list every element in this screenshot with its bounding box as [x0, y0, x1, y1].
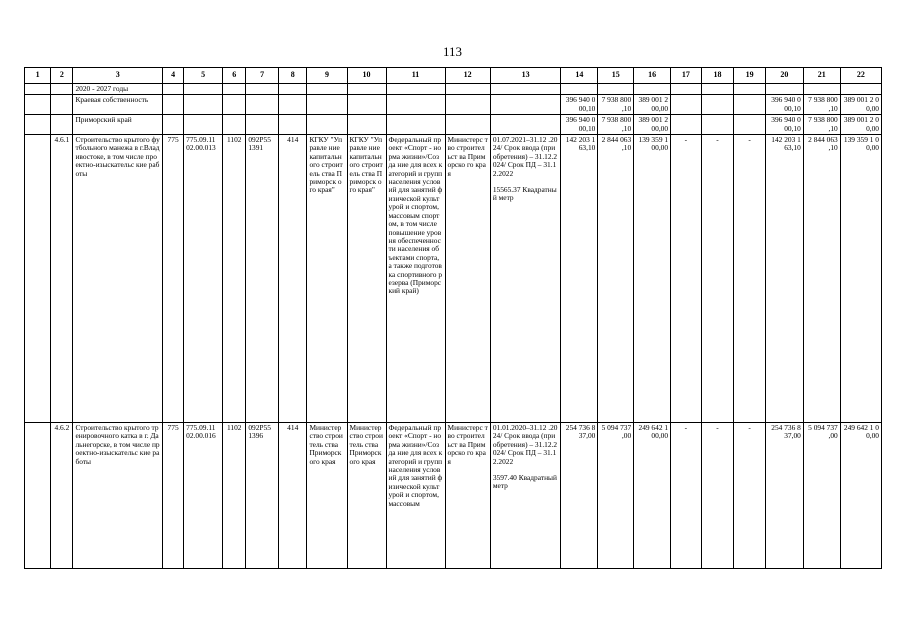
amount-dash: -	[701, 423, 734, 569]
item-number: 4.6.2	[51, 423, 73, 569]
amount-regional-2: 7 938 800 ,10	[803, 95, 840, 115]
amount-federal-2: 389 001 2 00,00	[840, 115, 881, 135]
page-number: 113	[442, 44, 463, 59]
col-number: 8	[279, 68, 307, 84]
item-code-section: 1102	[223, 423, 246, 569]
table-row	[25, 135, 882, 423]
col-number: 6	[223, 68, 246, 84]
item-code-grbs: 775	[163, 135, 184, 423]
item-code-grbs: 775	[163, 423, 184, 569]
col-number: 7	[246, 68, 279, 84]
amount-dash: -	[701, 135, 734, 423]
table-row	[25, 423, 882, 569]
item-code-expense: 414	[279, 135, 307, 423]
item-developer: КГКУ "Управле ние капитальн ого строитель ства Приморск ого края"	[347, 135, 386, 423]
amount-federal: 249 642 1 00,00	[634, 423, 671, 569]
item-code-target: 092Р55 1391	[246, 135, 279, 423]
amount-dash: -	[734, 423, 766, 569]
col-number: 18	[701, 68, 734, 84]
item-title: Строительство крытого тренировочного катка в г. Дальнегорске, в том числе проектно-изыскательс кие работы	[73, 423, 163, 569]
amount-total-2: 396 940 0 00,10	[765, 95, 803, 115]
item-developer: Министер ство строитель ства Приморск ого края	[347, 423, 386, 569]
amount-dash: -	[671, 135, 702, 423]
amount-total: 396 940 0 00,10	[561, 115, 598, 135]
amount-regional-2: 5 094 737 ,00	[803, 423, 840, 569]
amount-federal: 139 359 1 00,00	[634, 135, 671, 423]
primorsky-row	[25, 115, 882, 135]
amount-federal-2: 389 001 2 00,00	[840, 95, 881, 115]
item-capacity: 3597.40 Квадратный метр	[492, 473, 557, 491]
amount-federal: 389 001 2 00,00	[634, 95, 671, 115]
amount-regional-2: 2 844 063 ,10	[803, 135, 840, 423]
item-dates	[490, 423, 561, 569]
amount-regional: 2 844 063 ,10	[598, 135, 634, 423]
item-customer: Министер ство строитель ства Приморск ого края	[307, 423, 347, 569]
col-number: 3	[73, 68, 163, 84]
col-number: 12	[445, 68, 490, 84]
amount-federal: 389 001 2 00,00	[634, 115, 671, 135]
item-code-expense: 414	[279, 423, 307, 569]
amount-regional-2: 7 938 800 ,10	[803, 115, 840, 135]
amount-total: 142 203 1 63,10	[561, 135, 598, 423]
col-number: 20	[765, 68, 803, 84]
period-row	[25, 84, 882, 95]
col-number: 16	[634, 68, 671, 84]
amount-regional: 7 938 800 ,10	[598, 115, 634, 135]
item-project: Федеральный проект «Спорт - норма жизни»/Созда ние для всех категорий и групп населения условий для занятий физической культурой и спортом, массовым	[386, 423, 445, 569]
col-number: 1	[25, 68, 51, 84]
col-number: 13	[490, 68, 561, 84]
item-term: 01.07.2021–31.12 .2024/ Срок ввода (приобретения) – 31.12.2024/ Срок ПД – 31.12.2022	[492, 135, 558, 178]
regional-property-row	[25, 95, 882, 115]
amount-total-2: 142 203 1 63,10	[765, 135, 803, 423]
amount-federal-2: 249 642 1 00,00	[840, 423, 881, 569]
col-number: 15	[598, 68, 634, 84]
item-project: Федеральный проект «Спорт - норма жизни»/Созда ние для всех категорий и групп населения условий для занятий физической культурой и спортом, массовым спортом, в том числе повышение уровня обеспеченнос ти населения объектами спорта, а также подготовка спортивного резерва (Приморский край)	[386, 135, 445, 423]
col-number: 2	[51, 68, 73, 84]
item-term: 01.01.2020–31.12 .2024/ Срок ввода (приобретения) – 31.12.2024/ Срок ПД – 31.12.2022	[492, 423, 558, 466]
col-number: 19	[734, 68, 766, 84]
item-title: Строительство крытого футбольного манежа в г.Владивостоке, в том числе проектно-изыскательс кие работы	[73, 135, 163, 423]
amount-regional: 7 938 800 ,10	[598, 95, 634, 115]
col-number: 21	[803, 68, 840, 84]
row-label: Приморский край	[73, 115, 163, 135]
item-number: 4.6.1	[51, 135, 73, 423]
amount-dash: -	[734, 135, 766, 423]
item-code-program: 775.09.11 02.00.013	[184, 135, 223, 423]
col-number: 14	[561, 68, 598, 84]
amount-total-2: 254 736 8 37,00	[765, 423, 803, 569]
item-ministry: Министерс тво строительст ва Приморско го края	[445, 423, 490, 569]
item-customer: КГКУ "Управле ние капитальн ого строитель ства Приморск ого края"	[307, 135, 347, 423]
period-label: 2020 - 2027 годы	[73, 84, 163, 95]
budget-table	[24, 67, 882, 569]
col-number: 22	[840, 68, 881, 84]
col-number: 9	[307, 68, 347, 84]
amount-total-2: 396 940 0 00,10	[765, 115, 803, 135]
row-label: Краевая собственность	[73, 95, 163, 115]
amount-federal-2: 139 359 1 00,00	[840, 135, 881, 423]
item-code-program: 775.09.11 02.00.016	[184, 423, 223, 569]
col-number: 4	[163, 68, 184, 84]
amount-regional: 5 094 737 ,00	[598, 423, 634, 569]
col-number: 17	[671, 68, 702, 84]
column-number-row	[25, 68, 882, 84]
item-dates	[490, 135, 561, 423]
item-capacity: 15565.37 Квадратный метр	[492, 185, 557, 203]
col-number: 10	[347, 68, 386, 84]
amount-total: 396 940 0 00,10	[561, 95, 598, 115]
item-code-section: 1102	[223, 135, 246, 423]
col-number: 11	[386, 68, 445, 84]
amount-dash: -	[671, 423, 702, 569]
amount-total: 254 736 8 37,00	[561, 423, 598, 569]
col-number: 5	[184, 68, 223, 84]
item-code-target: 092Р55 1396	[246, 423, 279, 569]
item-ministry: Министерс тво строительст ва Приморско го края	[445, 135, 490, 423]
